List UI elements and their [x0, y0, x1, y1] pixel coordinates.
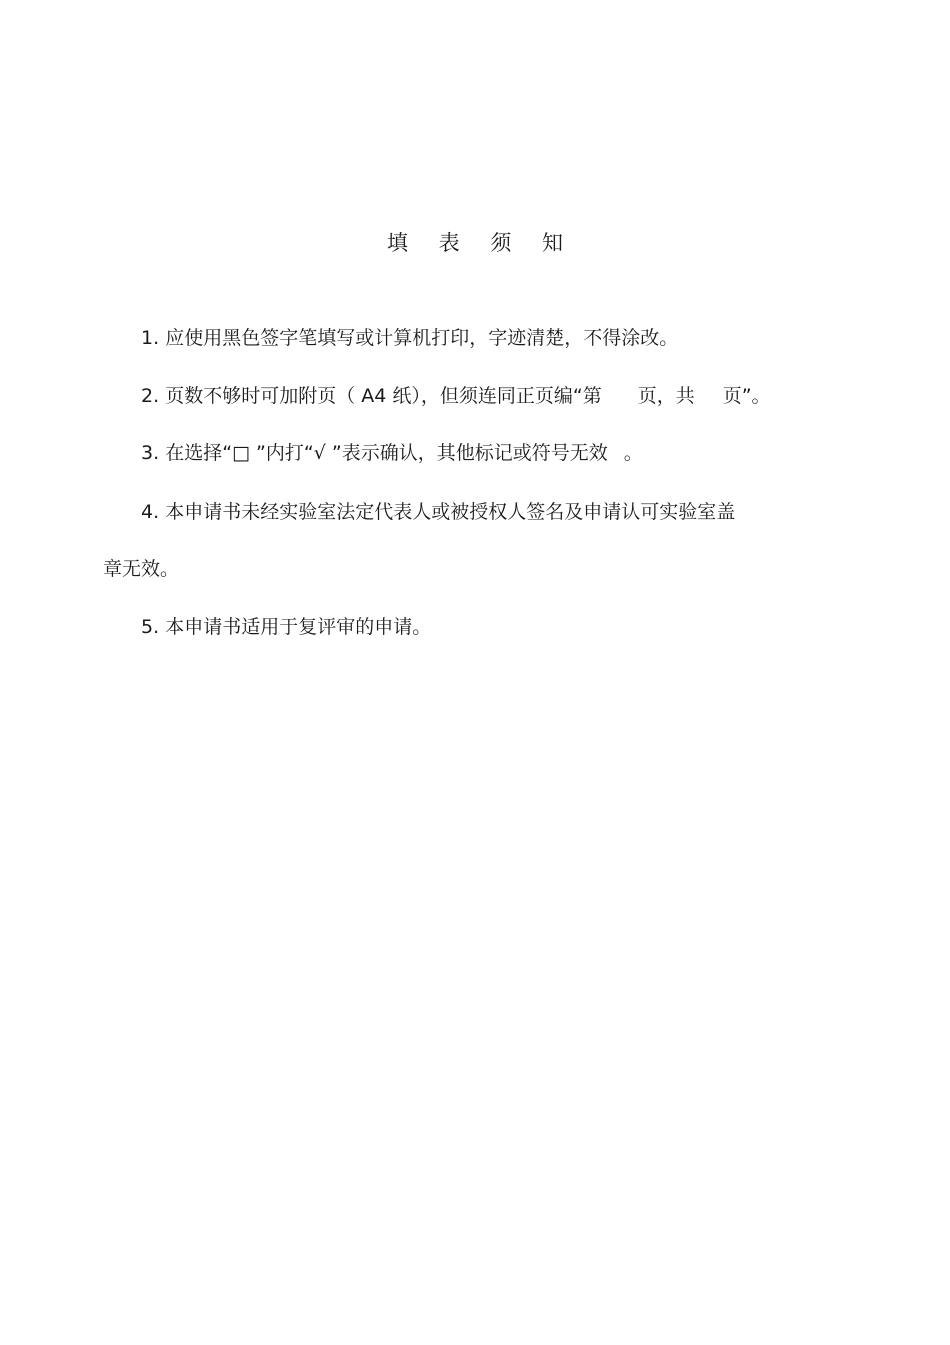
- item-text: 本申请书未经实验室法定代表人或被授权人签名及申请认可实验室盖: [165, 501, 736, 523]
- item-text: 本申请书适用于复评审的申请。: [165, 616, 432, 638]
- item-text-part-b: 页，共: [637, 385, 695, 407]
- item-text-part-c: 页”。: [722, 385, 771, 407]
- page-title: 填 表 须 知: [386, 231, 576, 255]
- instruction-item-3: [141, 440, 643, 466]
- instruction-item-4-line-1: [141, 499, 735, 525]
- instruction-item-5: [141, 614, 431, 640]
- instruction-item-2: [141, 383, 771, 409]
- item-number: 1.: [141, 327, 160, 349]
- item-number: 3.: [141, 442, 160, 464]
- item-number: 4.: [141, 501, 160, 523]
- item-text: 应使用黑色签字笔填写或计算机打印，字迹清楚，不得涂改。: [165, 327, 679, 349]
- item-text-part-b: 。: [623, 442, 643, 464]
- item-text-continued: 章无效。: [103, 558, 180, 580]
- item-number: 2.: [141, 385, 160, 407]
- instruction-item-1: [141, 325, 678, 351]
- instruction-item-4-line-2: [103, 556, 179, 582]
- item-text-part-a: 页数不够时可加附页（ A4 纸），但须连同正页编“第: [165, 385, 602, 407]
- item-text-part-a: 在选择“□ ”内打“√ ”表示确认，其他标记或符号无效: [165, 442, 608, 464]
- item-number: 5.: [141, 616, 160, 638]
